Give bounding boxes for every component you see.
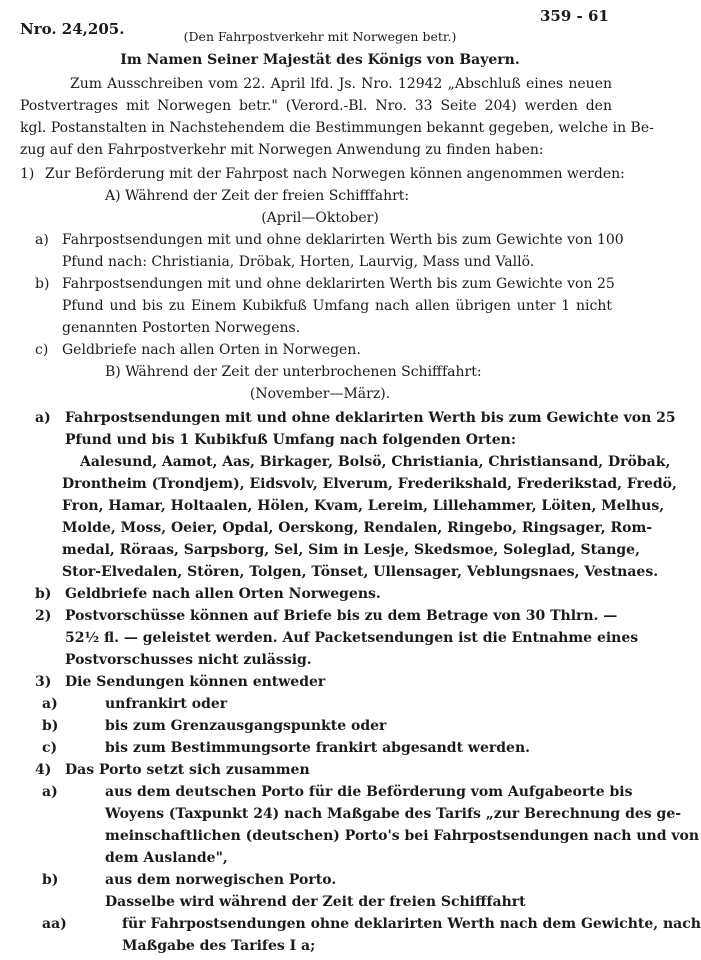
intro-line-1: Zum Ausschreiben vom 22. April lfd. Js. Nro. 12942 „Abschluß eines neuen	[70, 76, 612, 92]
item-4b-line-1: aus dem norwegischen Porto.	[105, 872, 337, 888]
item-1Ab-line-3: genannten Postorten Norwegens.	[62, 320, 301, 336]
place-line-5: medal, Röraas, Sarpsborg, Sel, Sim in Lesje, Skedsmoe, Soleglad, Stange,	[62, 542, 640, 558]
item-3b-text: bis zum Grenzausgangspunkte oder	[105, 718, 387, 734]
section-3-text: Die Sendungen können entweder	[65, 674, 326, 690]
item-1Aa-line-2: Pfund nach: Christiania, Dröbak, Horten, Laurvig, Mass und Vallö.	[62, 254, 535, 270]
item-1Ba-line-2: Pfund und bis 1 Kubikfuß Umfang nach folgenden Orten:	[65, 432, 517, 448]
place-line-6: Stor-Elvedalen, Stören, Tolgen, Tönset, Ullensager, Veblungsnaes, Vestnaes.	[62, 564, 659, 580]
item-4aa-line-1: für Fahrpostsendungen ohne deklarirten Werth nach dem Gewichte, nach	[122, 916, 701, 932]
item-1Ab-label: b)	[35, 276, 50, 292]
item-4a-line-2: Woyens (Taxpunkt 24) nach Maßgabe des Tarifs „zur Berechnung des ge-	[105, 806, 682, 822]
item-1Ba-line-1: Fahrpostsendungen mit und ohne deklarirten Werth bis zum Gewichte von 25	[65, 410, 676, 426]
intro-line-2: Postvertrages mit Norwegen betr." (Verord.-Bl. Nro. 33 Seite 204) werden den	[20, 98, 612, 114]
item-4aa-label: aa)	[42, 916, 67, 932]
document-number: Nro. 24,205.	[20, 20, 125, 38]
section-2-line-2: 52½ fl. — geleistet werden. Auf Packetsendungen ist die Entnahme eines	[65, 630, 639, 646]
section-1-label: 1)	[20, 166, 35, 182]
item-1Aa-label: a)	[35, 232, 49, 248]
item-1Bb-label: b)	[35, 586, 52, 602]
item-1Aa-line-1: Fahrpostsendungen mit und ohne deklarirten Werth bis zum Gewichte von 100	[62, 232, 624, 248]
section-3-label: 3)	[35, 674, 52, 690]
item-1Ba-label: a)	[35, 410, 51, 426]
intro-line-3: kgl. Postanstalten in Nachstehendem die Bestimmungen bekannt gegeben, welche in Be-	[20, 120, 654, 136]
item-3c-text: bis zum Bestimmungsorte frankirt abgesandt werden.	[105, 740, 530, 756]
place-line-3: Fron, Hamar, Holtaalen, Hölen, Kvam, Lereim, Lillehammer, Löiten, Melhus,	[62, 498, 665, 514]
place-line-4: Molde, Moss, Oeier, Opdal, Oerskong, Rendalen, Ringebo, Ringsager, Rom-	[62, 520, 653, 536]
item-3b-label: b)	[42, 718, 59, 734]
item-3c-label: c)	[42, 740, 58, 756]
heading: Im Namen Seiner Majestät des Königs von Bayern.	[120, 52, 520, 68]
section-4-text: Das Porto setzt sich zusammen	[65, 762, 310, 778]
place-line-2: Drontheim (Trondjem), Eidsvolv, Elverum, Frederikshald, Frederikstad, Fredö,	[62, 476, 677, 492]
place-line-1: Aalesund, Aamot, Aas, Birkager, Bolsö, Christiania, Christiansand, Dröbak,	[80, 454, 671, 470]
section-2-line-3: Postvorschusses nicht zulässig.	[65, 652, 312, 668]
item-1Ac-line-1: Geldbriefe nach allen Orten in Norwegen.	[62, 342, 361, 358]
item-1Ab-line-2: Pfund und bis zu Einem Kubikfuß Umfang nach allen übrigen unter 1 nicht	[62, 298, 612, 314]
subject-line: (Den Fahrpostverkehr mit Norwegen betr.)	[183, 29, 457, 44]
item-1Ac-label: c)	[35, 342, 49, 358]
section-1A-period: (April—Oktober)	[261, 210, 379, 226]
item-1Ab-line-1: Fahrpostsendungen mit und ohne deklarirten Werth bis zum Gewichte von 25	[62, 276, 615, 292]
item-1Bb-line-1: Geldbriefe nach allen Orten Norwegens.	[65, 586, 381, 602]
section-1B-title: B) Während der Zeit der unterbrochenen Schifffahrt:	[105, 364, 482, 380]
item-4b-line-2: Dasselbe wird während der Zeit der freien Schifffahrt	[105, 894, 526, 910]
item-3a-label: a)	[42, 696, 58, 712]
item-4a-line-3: meinschaftlichen (deutschen) Porto's bei Fahrpostsendungen nach und von	[105, 828, 700, 844]
page-reference: 359 - 61	[540, 7, 609, 25]
intro-line-4: zug auf den Fahrpostverkehr mit Norwegen Anwendung zu finden haben:	[20, 142, 544, 158]
section-1B-period: (November—März).	[249, 386, 391, 402]
section-4-label: 4)	[35, 762, 52, 778]
section-1-text: Zur Beförderung mit der Fahrpost nach Norwegen können angenommen werden:	[45, 166, 625, 182]
section-2-label: 2)	[35, 608, 52, 624]
item-4a-line-4: dem Auslande",	[105, 850, 228, 866]
item-4aa-line-2: Maßgabe des Tarifes I a;	[122, 938, 316, 954]
item-4b-label: b)	[42, 872, 59, 888]
item-4a-line-1: aus dem deutschen Porto für die Beförderung vom Aufgabeorte bis	[105, 784, 633, 800]
item-3a-text: unfrankirt oder	[105, 696, 228, 712]
item-4a-label: a)	[42, 784, 58, 800]
section-1A-title: A) Während der Zeit der freien Schifffahrt:	[105, 188, 410, 204]
section-2-line-1: Postvorschüsse können auf Briefe bis zu dem Betrage von 30 Thlrn. —	[65, 608, 618, 624]
